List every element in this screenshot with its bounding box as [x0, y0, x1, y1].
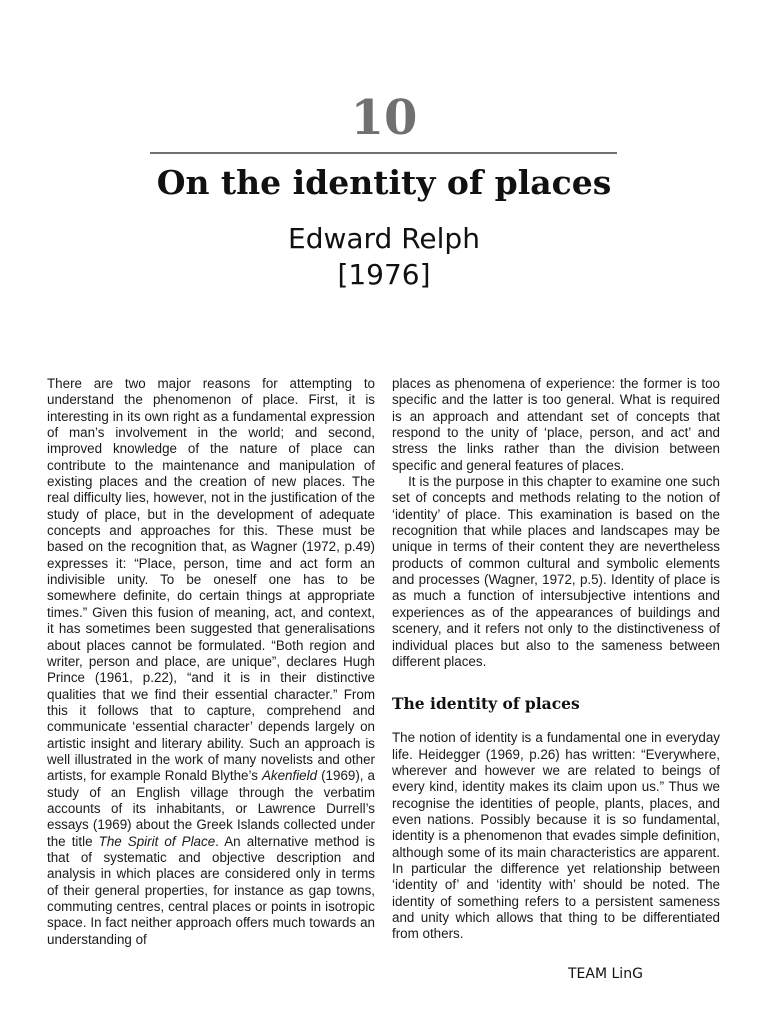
- footer-mark: TEAM LinG: [568, 966, 643, 982]
- text-run: There are two major reasons for attempting to understand the phenomenon of place. First, it is interesting in its own right as a fundamental expression of man’s involvement in the world; and second, improved knowledge of the nature of place can contribute to the maintenance and manipulation of existing places and the creation of new places. The real difficulty lies, however, not in the justification of the study of place, but in the development of adequate concepts and approaches for this. These must be based on the recognition that, as Wagner (1972, p.49) expresses it: “Place, person, time and act form an indivisible unity. To be oneself one has to be somewhere definite, do certain things at appropriate times.” Given this fusion of meaning, act, and context, it has sometimes been suggested that generalisations about places cannot be formulated. “Both region and writer, person and place, are unique”, declares Hugh Prince (1961, p.22), “and it is in their distinctive qualities that we find their essential character.” From this it follows that to capture, comprehend and communicate ‘essential character’ depends largely on artistic insight and literary ability. Such an approach is well illustrated in the work of many novelists and other artists, for example Ronald Blythe’s: [47, 376, 375, 784]
- paragraph-identity: The notion of identity is a fundamental one in everyday life. Heidegger (1969, p.26) has written: “Everywhere, wherever and however we are related to beings of every kind, identity makes its claim upon us.” Thus we recognise the identities of people, plants, places, and even nations. Possibly because it is so fundamental, identity is a phenomenon that evades simple definition, although some of its main characteristics are apparent. In particular the difference yet relationship between ‘identity of’ and ‘identity with’ should be noted. The identity of something refers to a persistent sameness and unity which allows that thing to be differentiated from others.: [392, 730, 720, 942]
- paragraph-purpose: It is the purpose in this chapter to examine one such set of concepts and methods relating to the notion of ‘identity’ of place. This examination is based on the recognition that while places and landscapes may be unique in terms of their content they are nevertheless products of common cultural and symbolic elements and processes (Wagner, 1972, p.5). Identity of place is as much a function of intersubjective intentions and experiences as of the appearances of buildings and scenery, and it refers not only to the distinctiveness of individual places but also to the sameness between different places.: [392, 474, 720, 669]
- paragraph-continuation: places as phenomena of experience: the former is too specific and the latter is too general. What is required is an approach and attendant set of concepts that respond to the unity of ‘place, person, and act’ and stress the links rather than the division between specific and general features of places.: [392, 376, 720, 473]
- chapter-title: On the identity of places: [156, 163, 612, 202]
- publication-year: [1976]: [337, 258, 431, 291]
- section-heading: The identity of places: [392, 694, 580, 714]
- title-rule: [150, 152, 617, 154]
- text-run: . An alternative method is that of systematic and objective description and analysis in which places are considered only in terms of their general properties, for instance as gap towns, commuting centres, central places or points in isotropic space. In fact neither approach offers much towards an understanding of: [47, 833, 375, 947]
- book-title-akenfield: Akenfield: [261, 768, 318, 784]
- left-column: [47, 376, 375, 948]
- right-column: [392, 376, 720, 943]
- book-title-spirit-of-place: The Spirit of Place: [98, 833, 216, 849]
- author-name: Edward Relph: [288, 222, 480, 255]
- chapter-number: 10: [350, 90, 418, 146]
- paragraph-intro: [47, 376, 375, 948]
- text-run: (1969), a study of an English village through the verbatim accounts of its inhabitants, or Lawrence Durrell’s essays (1969) about the Greek Islands collected under the title: [47, 768, 375, 849]
